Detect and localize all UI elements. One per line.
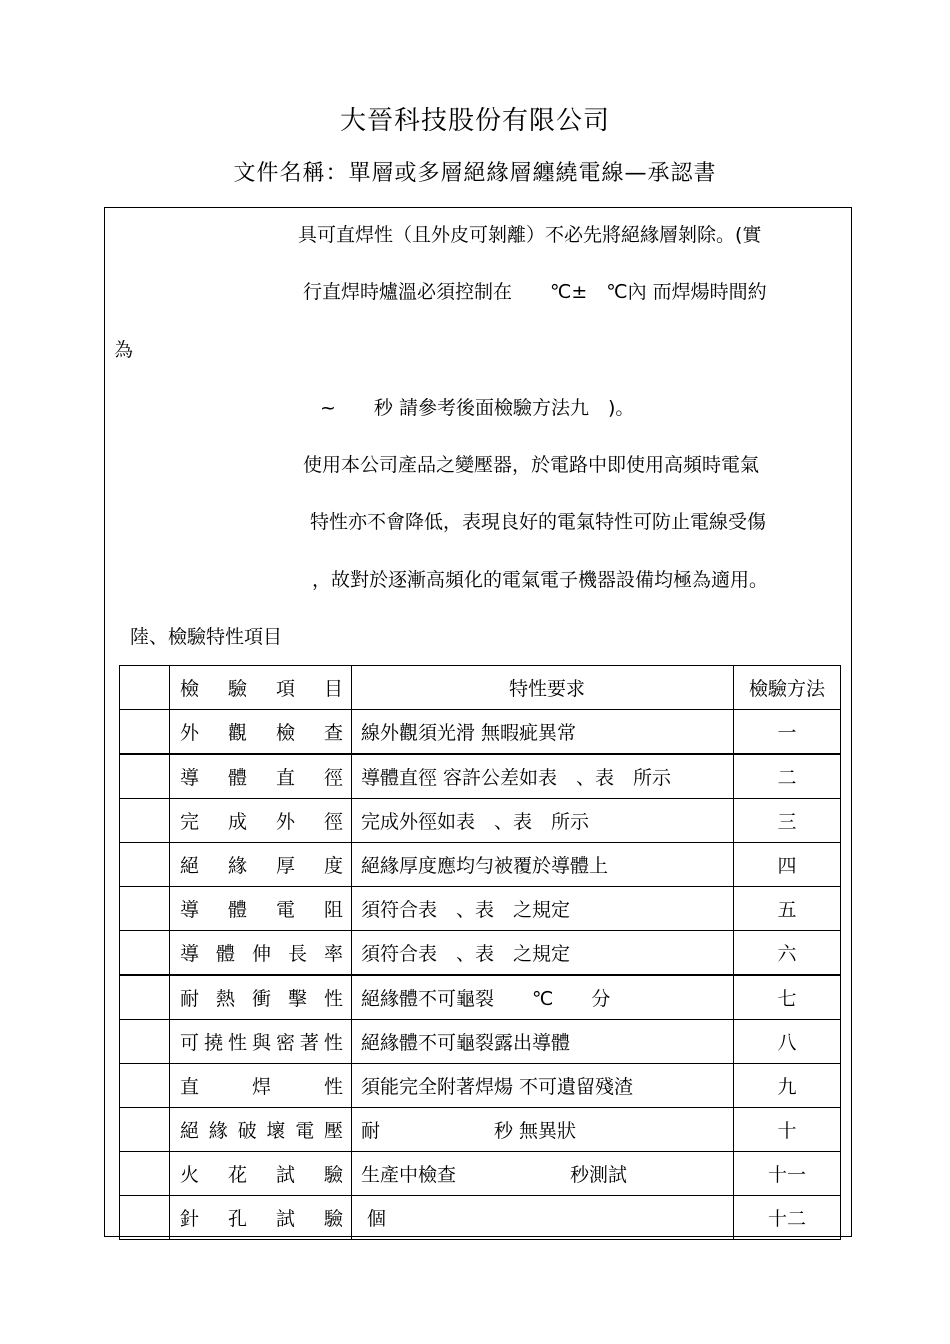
char: 外	[275, 811, 295, 833]
body-line: 具可直焊性（且外皮可剝離）不必先將絕緣層剝除。(實	[298, 224, 762, 246]
requirement-cell: 生產中檢查 秒測試	[352, 1152, 734, 1196]
item-cell	[170, 1108, 352, 1152]
spaced-text	[180, 763, 343, 790]
table-row	[120, 754, 841, 799]
method-cell: 八	[734, 1020, 841, 1064]
char: 壓	[323, 1120, 343, 1142]
blank-cell	[120, 799, 170, 843]
char: 直	[275, 767, 295, 789]
method-cell: 一	[734, 710, 841, 755]
char: 厚	[275, 855, 295, 877]
char: 電	[275, 899, 295, 921]
item-cell	[170, 843, 352, 887]
header-requirement: 特性要求	[352, 666, 734, 710]
blank-cell	[120, 1152, 170, 1196]
table-row	[120, 887, 841, 931]
requirement-cell: 耐 秒 無異狀	[352, 1108, 734, 1152]
char: 壞	[266, 1120, 286, 1142]
char: 項	[275, 678, 295, 700]
spaced-text	[180, 1160, 343, 1187]
blank-cell	[120, 1020, 170, 1064]
table-row	[120, 1108, 841, 1152]
char: 耐	[180, 988, 200, 1010]
char: 緣	[227, 855, 247, 877]
item-cell	[170, 887, 352, 931]
char: 與	[251, 1032, 271, 1054]
method-cell: 六	[734, 931, 841, 976]
char: 焊	[251, 1076, 271, 1098]
table-row	[120, 1064, 841, 1108]
char: 徑	[323, 811, 343, 833]
table-row	[120, 975, 841, 1020]
body-line: ~ 秒 請參考後面檢驗方法九 )。	[320, 397, 635, 419]
char: 驗	[227, 678, 247, 700]
char: 檢	[180, 678, 200, 700]
char: 火	[180, 1164, 200, 1186]
blank-cell	[120, 931, 170, 976]
method-cell: 二	[734, 754, 841, 799]
char: 觀	[227, 722, 247, 744]
char: 直	[180, 1076, 200, 1098]
char: 絕	[180, 1120, 200, 1142]
char: 度	[323, 855, 343, 877]
char: 伸	[251, 943, 271, 965]
table-row	[120, 1020, 841, 1064]
char: 針	[180, 1208, 200, 1230]
section-title: 陸、檢驗特性項目	[130, 626, 283, 648]
char: 徑	[323, 767, 343, 789]
blank-cell	[120, 1064, 170, 1108]
method-cell: 四	[734, 843, 841, 887]
requirement-cell: 須符合表 、表 之規定	[352, 931, 734, 976]
spaced-text	[180, 1072, 343, 1099]
document-title: 文件名稱：單層或多層絕緣層纏繞電線—承認書	[233, 161, 717, 186]
char: 阻	[323, 899, 343, 921]
item-cell	[170, 1196, 352, 1240]
char: 檢	[275, 722, 295, 744]
char: 完	[180, 811, 200, 833]
table-row	[120, 843, 841, 887]
item-cell	[170, 1152, 352, 1196]
blank-cell	[120, 710, 170, 755]
char: 導	[180, 899, 200, 921]
body-line: ，故對於逐漸高頻化的電氣電子機器設備均極為適用。	[312, 569, 769, 591]
item-cell	[170, 799, 352, 843]
blank-cell	[120, 754, 170, 799]
char: 衝	[251, 988, 271, 1010]
requirement-cell: 絕緣厚度應均勻被覆於導體上	[352, 843, 734, 887]
char: 體	[227, 899, 247, 921]
requirement-cell: 線外觀須光滑 無暇疵異常	[352, 710, 734, 755]
item-cell	[170, 1064, 352, 1108]
table-header-row	[120, 666, 841, 710]
char: 外	[180, 722, 200, 744]
char: 驗	[323, 1208, 343, 1230]
requirement-cell: 絕緣體不可龜裂露出導體	[352, 1020, 734, 1064]
method-cell: 三	[734, 799, 841, 843]
header-method: 檢驗方法	[734, 666, 841, 710]
char: 導	[180, 767, 200, 789]
char: 成	[227, 811, 247, 833]
requirement-cell: 須能完全附著焊煬 不可遺留殘渣	[352, 1064, 734, 1108]
char: 試	[275, 1164, 295, 1186]
char: 擊	[287, 988, 307, 1010]
blank-cell	[120, 887, 170, 931]
spaced-text	[180, 895, 343, 922]
char: 絕	[180, 855, 200, 877]
spaced-text	[180, 939, 343, 966]
method-cell: 七	[734, 975, 841, 1020]
requirement-cell: 完成外徑如表 、表 所示	[352, 799, 734, 843]
blank-cell	[120, 1196, 170, 1240]
spaced-text	[180, 807, 343, 834]
char: 著	[299, 1032, 319, 1054]
table-row	[120, 1152, 841, 1196]
body-line: 行直焊時爐溫必須控制在 ℃± ℃內 而焊煬時間約	[303, 281, 767, 303]
char: 撓	[203, 1032, 223, 1054]
char: 體	[215, 943, 235, 965]
requirement-cell: 須符合表 、表 之規定	[352, 887, 734, 931]
method-cell: 十二	[734, 1196, 841, 1240]
requirement-cell: 個	[352, 1196, 734, 1240]
table-row	[120, 931, 841, 976]
blank-cell	[120, 843, 170, 887]
char: 驗	[323, 1164, 343, 1186]
body-line: 使用本公司產品之變壓器，於電路中即使用高頻時電氣	[303, 454, 760, 476]
spaced-text	[180, 674, 343, 701]
table-row	[120, 799, 841, 843]
method-cell: 五	[734, 887, 841, 931]
method-cell: 十	[734, 1108, 841, 1152]
inspection-table	[119, 665, 841, 1240]
spaced-text	[180, 851, 343, 878]
requirement-cell: 絕緣體不可龜裂 ℃ 分	[352, 975, 734, 1020]
char: 破	[237, 1120, 257, 1142]
blank-cell	[120, 666, 170, 710]
blank-cell	[120, 975, 170, 1020]
char: 長	[287, 943, 307, 965]
char: 試	[275, 1208, 295, 1230]
char: 熱	[215, 988, 235, 1010]
spaced-text	[180, 1028, 343, 1055]
char: 體	[227, 767, 247, 789]
blank-cell	[120, 1108, 170, 1152]
item-cell	[170, 1020, 352, 1064]
char: 密	[275, 1032, 295, 1054]
spaced-text	[180, 1116, 343, 1143]
char: 性	[227, 1032, 247, 1054]
method-cell: 十一	[734, 1152, 841, 1196]
table-row	[120, 1196, 841, 1240]
char: 查	[323, 722, 343, 744]
body-line: 特性亦不會降低，表現良好的電氣特性可防止電線受傷	[310, 511, 767, 533]
company-name: 大晉科技股份有限公司	[339, 106, 610, 136]
char: 性	[323, 1032, 343, 1054]
table-row	[120, 710, 841, 755]
char: 性	[323, 988, 343, 1010]
item-cell	[170, 710, 352, 755]
method-cell: 九	[734, 1064, 841, 1108]
body-line: 為	[114, 339, 134, 361]
item-cell	[170, 975, 352, 1020]
char: 性	[323, 1076, 343, 1098]
char: 電	[295, 1120, 315, 1142]
char: 導	[180, 943, 200, 965]
char: 花	[227, 1164, 247, 1186]
char: 目	[323, 678, 343, 700]
requirement-cell: 導體直徑 容許公差如表 、表 所示	[352, 754, 734, 799]
spaced-text	[180, 718, 343, 745]
spaced-text	[180, 1204, 343, 1231]
spaced-text	[180, 984, 343, 1011]
char: 緣	[208, 1120, 228, 1142]
char: 率	[323, 943, 343, 965]
item-cell	[170, 754, 352, 799]
char: 孔	[227, 1208, 247, 1230]
char: 可	[180, 1032, 200, 1054]
header-item	[170, 666, 352, 710]
item-cell	[170, 931, 352, 976]
